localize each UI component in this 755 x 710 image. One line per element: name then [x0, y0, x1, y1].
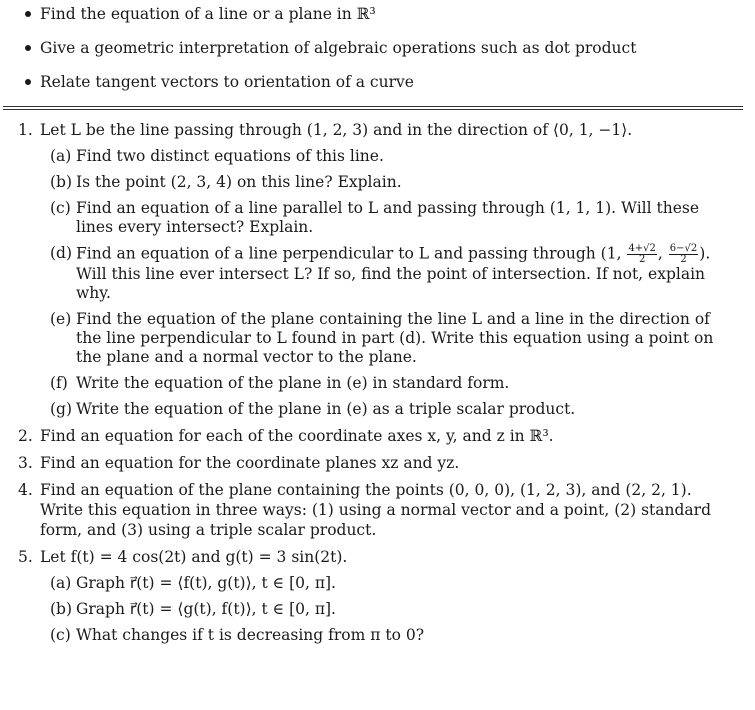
- objective-item: [20, 4, 740, 38]
- bullet-icon: [25, 79, 31, 85]
- part-text: Write the equation of the plane in (e) in standard form.: [76, 374, 510, 392]
- part-label: (g): [50, 400, 73, 418]
- part-text-after: ). Will this line ever intersect L? If so, find the point of intersection. If not, explain why.: [76, 244, 711, 302]
- problem-text: Find an equation of the plane containing the points (0, 0, 0), (1, 2, 3), and (2, 2, 1). Write this equation in three ways: (1) using a normal vector and a point, (2) standard form, and (3) using a triple scalar product.: [40, 481, 711, 539]
- part-text: Write the equation of the plane in (e) as a triple scalar product.: [76, 400, 576, 418]
- fraction-numerator: 4+√2: [628, 243, 656, 254]
- problem-4: [18, 480, 738, 540]
- divider: [3, 106, 743, 107]
- part-label: (f): [50, 374, 68, 392]
- part-label: (a): [50, 574, 72, 592]
- divider: [3, 109, 743, 110]
- problem-part: [40, 310, 738, 367]
- part-text-before: Find an equation of a line perpendicular to L and passing through (1,: [76, 244, 627, 263]
- fraction: [669, 244, 698, 265]
- part-text: Graph r⃗(t) = ⟨g(t), f(t)⟩, t ∈ [0, π].: [76, 600, 336, 618]
- part-text: Graph r⃗(t) = ⟨f(t), g(t)⟩, t ∈ [0, π].: [76, 574, 336, 592]
- problem-part: [40, 199, 738, 237]
- part-text: Find the equation of the plane containing the line L and a line in the direction of the line perpendicular to L found in part (d). Write this equation using a point on the plane and a normal vector to the plane.: [76, 310, 714, 366]
- problem-3: [18, 453, 738, 473]
- part-text: Is the point (2, 3, 4) on this line? Explain.: [76, 173, 402, 191]
- problem-number: 5.: [18, 548, 33, 566]
- objectives-list: [20, 4, 740, 106]
- part-text: What changes if t is decreasing from π to 0?: [76, 626, 425, 644]
- part-label: (b): [50, 173, 73, 191]
- fraction-denominator: 2: [638, 254, 646, 265]
- part-label: (c): [50, 626, 71, 644]
- problem-part: [40, 374, 738, 393]
- fraction-denominator: 2: [680, 254, 687, 265]
- part-label: (c): [50, 199, 71, 217]
- problem-part: [40, 626, 738, 645]
- part-label: (d): [50, 244, 73, 262]
- fraction: [627, 244, 656, 265]
- part-label: (b): [50, 600, 73, 618]
- problem-text: Find an equation for each of the coordinate axes x, y, and z in ℝ³.: [40, 427, 554, 445]
- problem-1: [18, 120, 738, 419]
- problem-part: [40, 574, 738, 593]
- part-text: Find an equation of a line parallel to L and passing through (1, 1, 1). Will these lines every intersect? Explain.: [76, 199, 700, 236]
- part-label: (a): [50, 147, 72, 165]
- problem-number: 3.: [18, 454, 33, 472]
- problem-part: [40, 600, 738, 619]
- part-text: Find two distinct equations of this line.: [76, 147, 384, 165]
- problem-number: 4.: [18, 481, 33, 499]
- bullet-icon: [25, 11, 31, 17]
- bullet-icon: [25, 45, 31, 51]
- problem-text: Find an equation for the coordinate planes xz and yz.: [40, 454, 460, 472]
- objective-item: [20, 38, 740, 72]
- problem-2: [18, 426, 738, 446]
- objective-text: Relate tangent vectors to orientation of a curve: [40, 73, 414, 91]
- problem-part: [40, 244, 738, 303]
- problem-text: Let L be the line passing through (1, 2, 3) and in the direction of ⟨0, 1, −1⟩.: [40, 121, 633, 139]
- fraction-separator: ,: [657, 244, 668, 263]
- part-label: (e): [50, 310, 72, 328]
- problem-list: [18, 120, 738, 652]
- objective-item: [20, 72, 740, 106]
- problem-part: [40, 173, 738, 192]
- problem-5: [18, 547, 738, 645]
- objective-text: Give a geometric interpretation of algebraic operations such as dot product: [40, 39, 637, 57]
- objective-text: Find the equation of a line or a plane in ℝ³: [40, 5, 376, 23]
- fraction-numerator: 6−√2: [669, 243, 698, 254]
- problem-part: [40, 400, 738, 419]
- problem-number: 1.: [18, 121, 33, 139]
- problem-part: [40, 147, 738, 166]
- problem-number: 2.: [18, 427, 33, 445]
- problem-text: Let f(t) = 4 cos(2t) and g(t) = 3 sin(2t).: [40, 548, 348, 566]
